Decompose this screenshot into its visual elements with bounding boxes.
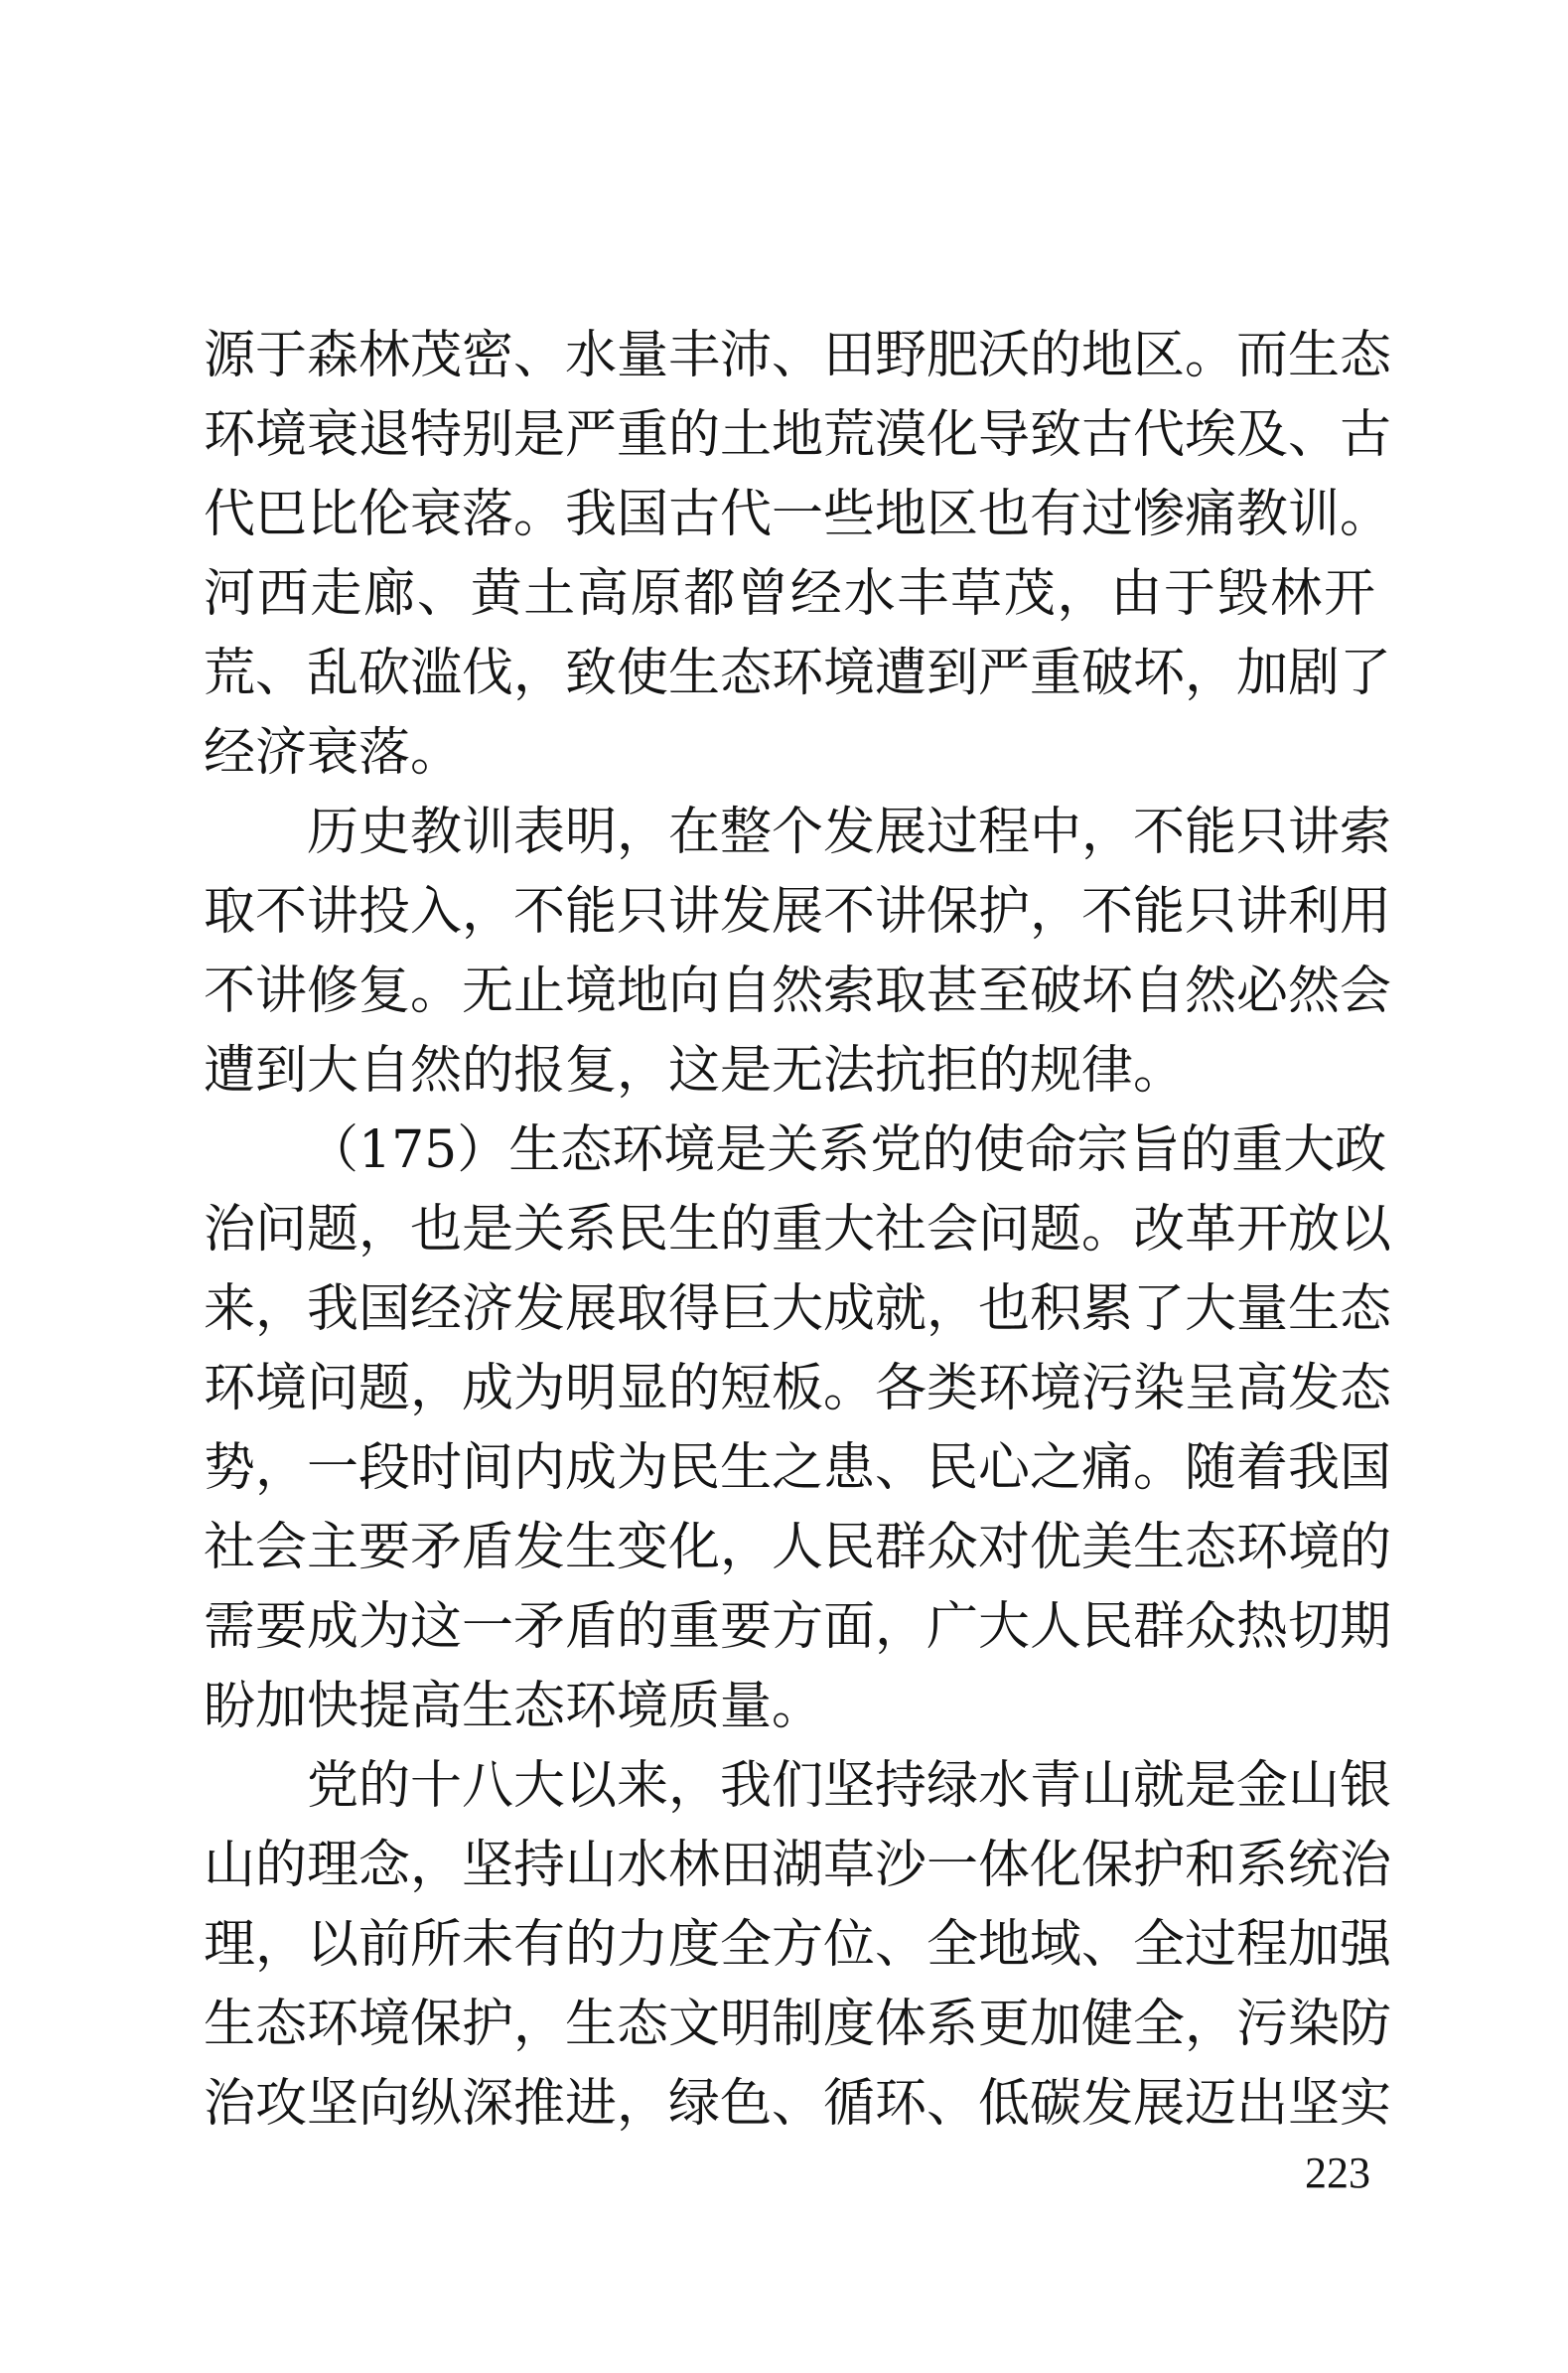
text-line: 河西走廊、黄土高原都曾经水丰草茂，由于毁林开 [204,564,1375,624]
text-line: 遭到大自然的报复，这是无法抗拒的规律。 [204,1041,1186,1101]
text-line: 来，我国经济发展取得巨大成就，也积累了大量生态 [204,1279,1392,1339]
text-line: 荒、乱砍滥伐，致使生态环境遭到严重破坏，加剧了 [204,644,1392,703]
paragraph-first-line: （175）生态环境是关系党的使命宗旨的重大政 [307,1120,1387,1180]
body-text [204,316,1392,2144]
paragraph-first-line: 历史教训表明，在整个发展过程中，不能只讲索 [307,803,1392,862]
text-line: 生态环境保护，生态文明制度体系更加健全，污染防 [204,1995,1392,2054]
text-line: 需要成为这一矛盾的重要方面，广大人民群众热切期 [204,1597,1392,1657]
paragraph-first-line: 党的十八大以来，我们坚持绿水青山就是金山银 [307,1756,1392,1816]
text-line: 经济衰落。 [204,723,463,783]
text-line: 源于森林茂密、水量丰沛、田野肥沃的地区。而生态 [204,326,1392,385]
text-line: 势，一段时间内成为民生之患、民心之痛。随着我国 [204,1438,1392,1498]
text-line: 山的理念，坚持山水林田湖草沙一体化保护和系统治 [204,1836,1392,1895]
page-number: 223 [1305,2149,1370,2197]
text-line: 环境衰退特别是严重的土地荒漠化导致古代埃及、古 [204,405,1392,465]
text-line: 环境问题，成为明显的短板。各类环境污染呈高发态 [204,1359,1392,1418]
text-line: 社会主要矛盾发生变化，人民群众对优美生态环境的 [204,1518,1392,1577]
text-line: 理，以前所未有的力度全方位、全地域、全过程加强 [204,1915,1392,1975]
text-line: 不讲修复。无止境地向自然索取甚至破坏自然必然会 [204,962,1392,1021]
text-line: 盼加快提高生态环境质量。 [204,1677,824,1736]
text-line: 取不讲投入，不能只讲发展不讲保护，不能只讲利用 [204,882,1392,942]
text-line: 治问题，也是关系民生的重大社会问题。改革开放以 [204,1200,1392,1260]
text-line: 治攻坚向纵深推进，绿色、循环、低碳发展迈出坚实 [204,2074,1392,2134]
text-line: 代巴比伦衰落。我国古代一些地区也有过惨痛教训。 [204,485,1392,544]
